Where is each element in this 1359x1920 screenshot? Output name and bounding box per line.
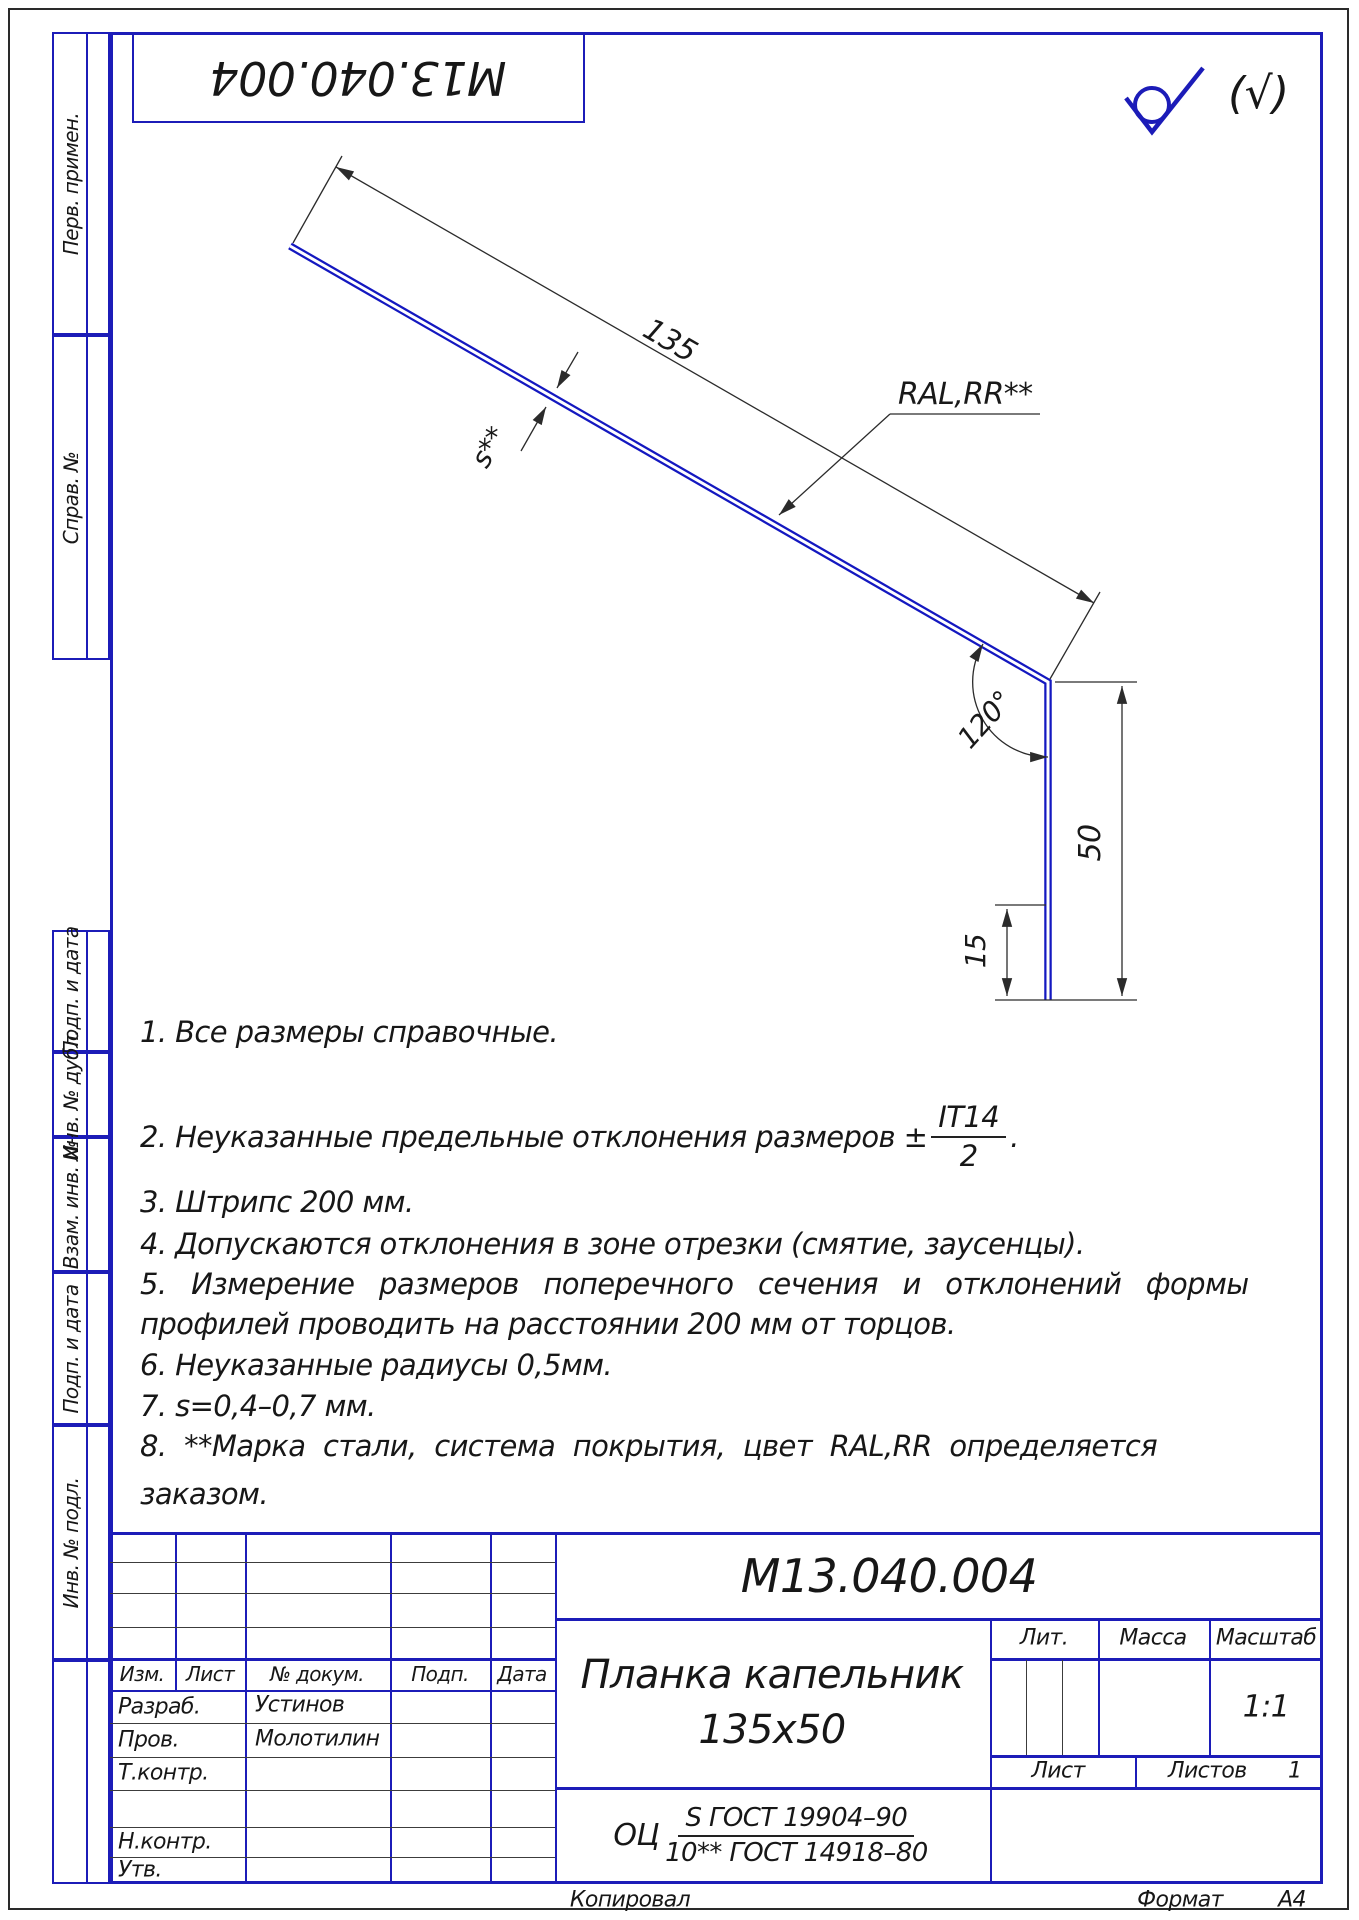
tb-scale-value: 1:1	[1242, 1689, 1290, 1725]
dimension-135-label: 135	[637, 311, 703, 370]
tb-material-denominator: 10** ГОСТ 14918–80	[665, 1838, 928, 1868]
note-3: 3. Штрипс 200 мм.	[140, 1185, 414, 1219]
note-8-line1: 8. **Марка стали, система покрытия, цвет RAL,RR определяется	[140, 1429, 1158, 1463]
tb-massa-label: Масса	[1119, 1625, 1187, 1651]
note-2-period: .	[1010, 1119, 1019, 1154]
note-8-line2: заказом.	[140, 1477, 268, 1511]
dimension-thickness	[521, 352, 578, 451]
dimension-15-label: 15	[959, 933, 992, 969]
sidebar-label: Инв. № подл.	[59, 1477, 83, 1608]
tb-material-prefix: ОЦ	[613, 1818, 660, 1853]
note-4: 4. Допускаются отклонения в зоне отрезки (смятие, заусенцы).	[140, 1227, 1085, 1261]
tb-title-line2: 135х50	[698, 1707, 846, 1753]
coating-leader	[779, 414, 1040, 515]
dimension-50	[995, 682, 1137, 1000]
tb-name-razrab: Устинов	[255, 1692, 345, 1718]
note-2-text: 2. Неуказанные предельные отклонения размеров ±	[140, 1119, 928, 1154]
tb-doc-number: М13.040.004	[740, 1549, 1038, 1603]
kopiroval-label: Копировал	[569, 1887, 691, 1913]
tb-header-izm: Изм.	[119, 1662, 165, 1686]
tb-material-fraction	[665, 1803, 928, 1868]
sidebar-label: Подп. и дата	[59, 926, 83, 1056]
tb-header-data: Дата	[497, 1662, 547, 1686]
format-value: А4	[1278, 1887, 1306, 1913]
tb-role-nkontr: Н.контр.	[118, 1829, 212, 1855]
note-7: 7. s=0,4–0,7 мм.	[140, 1389, 376, 1423]
tb-listov-value: 1	[1288, 1758, 1302, 1784]
dimension-135	[293, 156, 1100, 679]
angle-label: 120°	[950, 684, 1019, 755]
sidebar-label: Взам. инв. №	[59, 1140, 83, 1269]
note-6: 6. Неуказанные радиусы 0,5мм.	[140, 1348, 613, 1382]
dimension-50-label: 50	[1073, 824, 1108, 862]
tb-name-prov: Молотилин	[255, 1726, 380, 1752]
tb-material	[557, 1789, 988, 1882]
tb-list-label: Лист	[1031, 1758, 1085, 1784]
tb-header-list: Лист	[185, 1662, 235, 1686]
note-2-fraction	[931, 1100, 1006, 1173]
top-doc-number: М13.040.004	[210, 51, 507, 105]
roughness-others-note: (√)	[1228, 68, 1289, 119]
tb-role-prov: Пров.	[118, 1727, 179, 1753]
tb-masshtab-label: Масштаб	[1215, 1625, 1317, 1651]
sidebar-label: Инв. № дубл.	[59, 1029, 83, 1160]
sidebar-label: Справ. №	[59, 451, 83, 544]
tb-role-tkontr: Т.контр.	[118, 1760, 209, 1786]
tb-header-podp: Подп.	[411, 1662, 469, 1686]
tb-listov-label: Листов	[1168, 1758, 1247, 1784]
format-label: Формат	[1137, 1887, 1223, 1913]
sidebar-label: Подп. и дата	[59, 1283, 83, 1414]
tb-material-numerator: S ГОСТ 19904–90	[678, 1803, 914, 1837]
dimension-thickness-label: s**	[464, 421, 514, 474]
note-5-line1: 5. Измерение размеров поперечного сечения и отклонений формы	[140, 1267, 1249, 1301]
note-5-line2: профилей проводить на расстоянии 200 мм от торцов.	[140, 1307, 956, 1341]
tb-role-razrab: Разраб.	[118, 1694, 201, 1720]
dimension-15	[995, 905, 1046, 996]
coating-label: RAL,RR**	[898, 377, 1033, 412]
tb-role-utv: Утв.	[118, 1857, 162, 1883]
tb-title-line1: Планка капельник	[580, 1652, 964, 1698]
tb-lit-label: Лит.	[1019, 1625, 1069, 1651]
fraction-numerator: IT14	[931, 1100, 1006, 1138]
sidebar-label: Перв. примен.	[59, 112, 83, 255]
note-1: 1. Все размеры справочные.	[140, 1015, 558, 1049]
tb-header-dokum: № докум.	[270, 1662, 364, 1686]
fraction-denominator: 2	[959, 1139, 978, 1173]
note-2	[140, 1100, 1019, 1173]
